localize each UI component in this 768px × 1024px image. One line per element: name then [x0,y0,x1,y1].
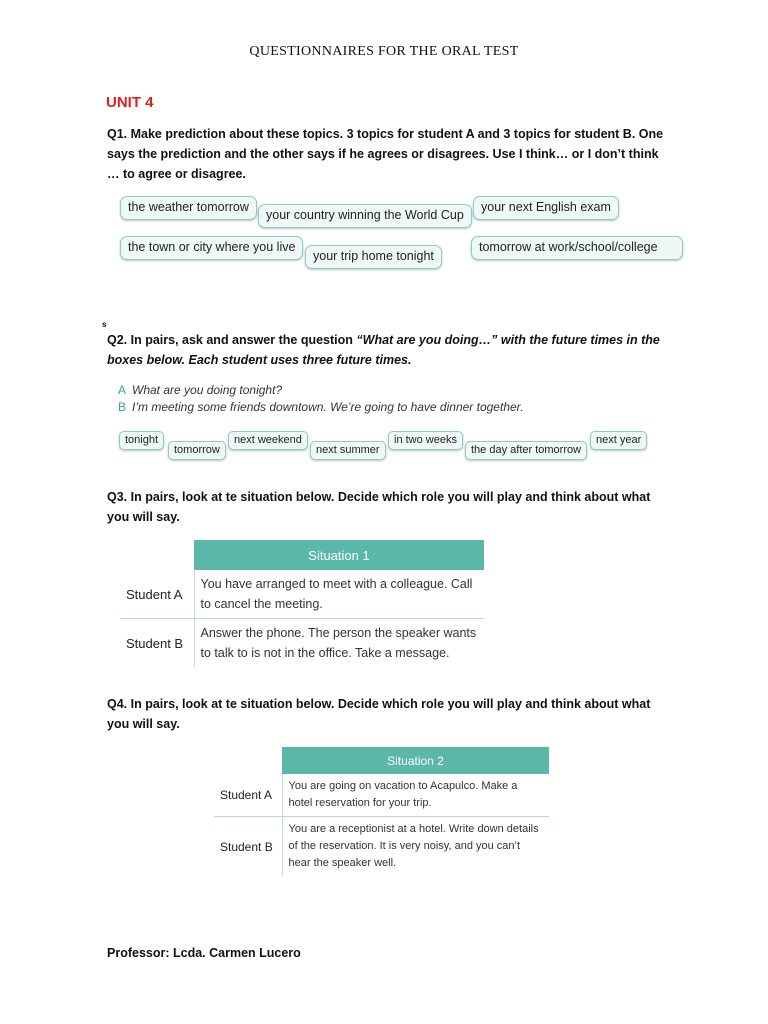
time-box: tonight [119,431,164,450]
topic-box: the town or city where you live [120,236,303,260]
topic-box: the weather tomorrow [120,196,257,220]
situation-1-header: Situation 1 [194,540,484,570]
time-box: next summer [310,441,386,460]
dialog-line-a [118,383,282,397]
topic-box: your trip home tonight [305,245,442,269]
document-title: QUESTIONNAIRES FOR THE ORAL TEST [249,44,519,59]
time-box: tomorrow [168,441,226,460]
dialog-text: I’m meeting some friends downtown. We’re going to have dinner together. [132,400,524,414]
professor-footer: Professor: Lcda. Carmen Lucero [107,946,301,960]
role-task: Answer the phone. The person the speaker wants to talk to is not in the office. Take a message. [194,619,484,668]
time-box: in two weeks [388,431,463,450]
topic-box: your next English exam [473,196,619,220]
q2-rest: with the future times in the boxes below. Each student uses three future times. [107,333,660,367]
q4-instructions: Q4. In pairs, look at te situation below. Decide which role you will play and think about what you will say. [107,697,651,731]
role-label: Student B [120,619,194,668]
situation-2-table [214,747,549,876]
dialog-text: What are you doing tonight? [132,383,283,397]
speaker-letter: A [118,383,127,397]
topic-box: your country winning the World Cup [258,204,472,228]
q2-lead: Q2. In pairs, ask and answer the question [107,333,357,347]
speaker-letter: B [118,400,127,414]
role-label: Student A [220,788,273,802]
unit-heading: UNIT 4 [106,94,154,111]
q1-instructions: Q1. Make prediction about these topics. 3 topics for student A and 3 topics for student B. One says the prediction and the other says if he agrees or disagrees. Use I think… or I don’t think … to agree or disagree. [107,127,664,181]
q2-instructions [107,330,667,370]
stray-mark: s [102,320,107,329]
role-label: Student B [214,817,282,877]
time-box: the day after tomorrow [465,441,587,460]
topic-box: tomorrow at work/school/college [471,236,683,260]
situation-1-table [120,540,484,667]
time-box: next weekend [228,431,308,450]
q3-instructions: Q3. In pairs, look at te situation below. Decide which role you will play and think about what you will say. [107,490,651,524]
role-task: You are going on vacation to Acapulco. Make a hotel reservation for your trip. [282,774,549,817]
role-task: You have arranged to meet with a colleague. Call to cancel the meeting. [194,570,484,619]
time-box: next year [590,431,647,450]
q2-question: “What are you doing…” [356,333,498,347]
role-task: You are a receptionist at a hotel. Write down details of the reservation. It is very noisy, and you can’t hear the speaker well. [282,817,549,877]
role-label: Student A [126,586,183,602]
situation-2-header: Situation 2 [282,747,549,774]
dialog-line-b [118,400,524,414]
